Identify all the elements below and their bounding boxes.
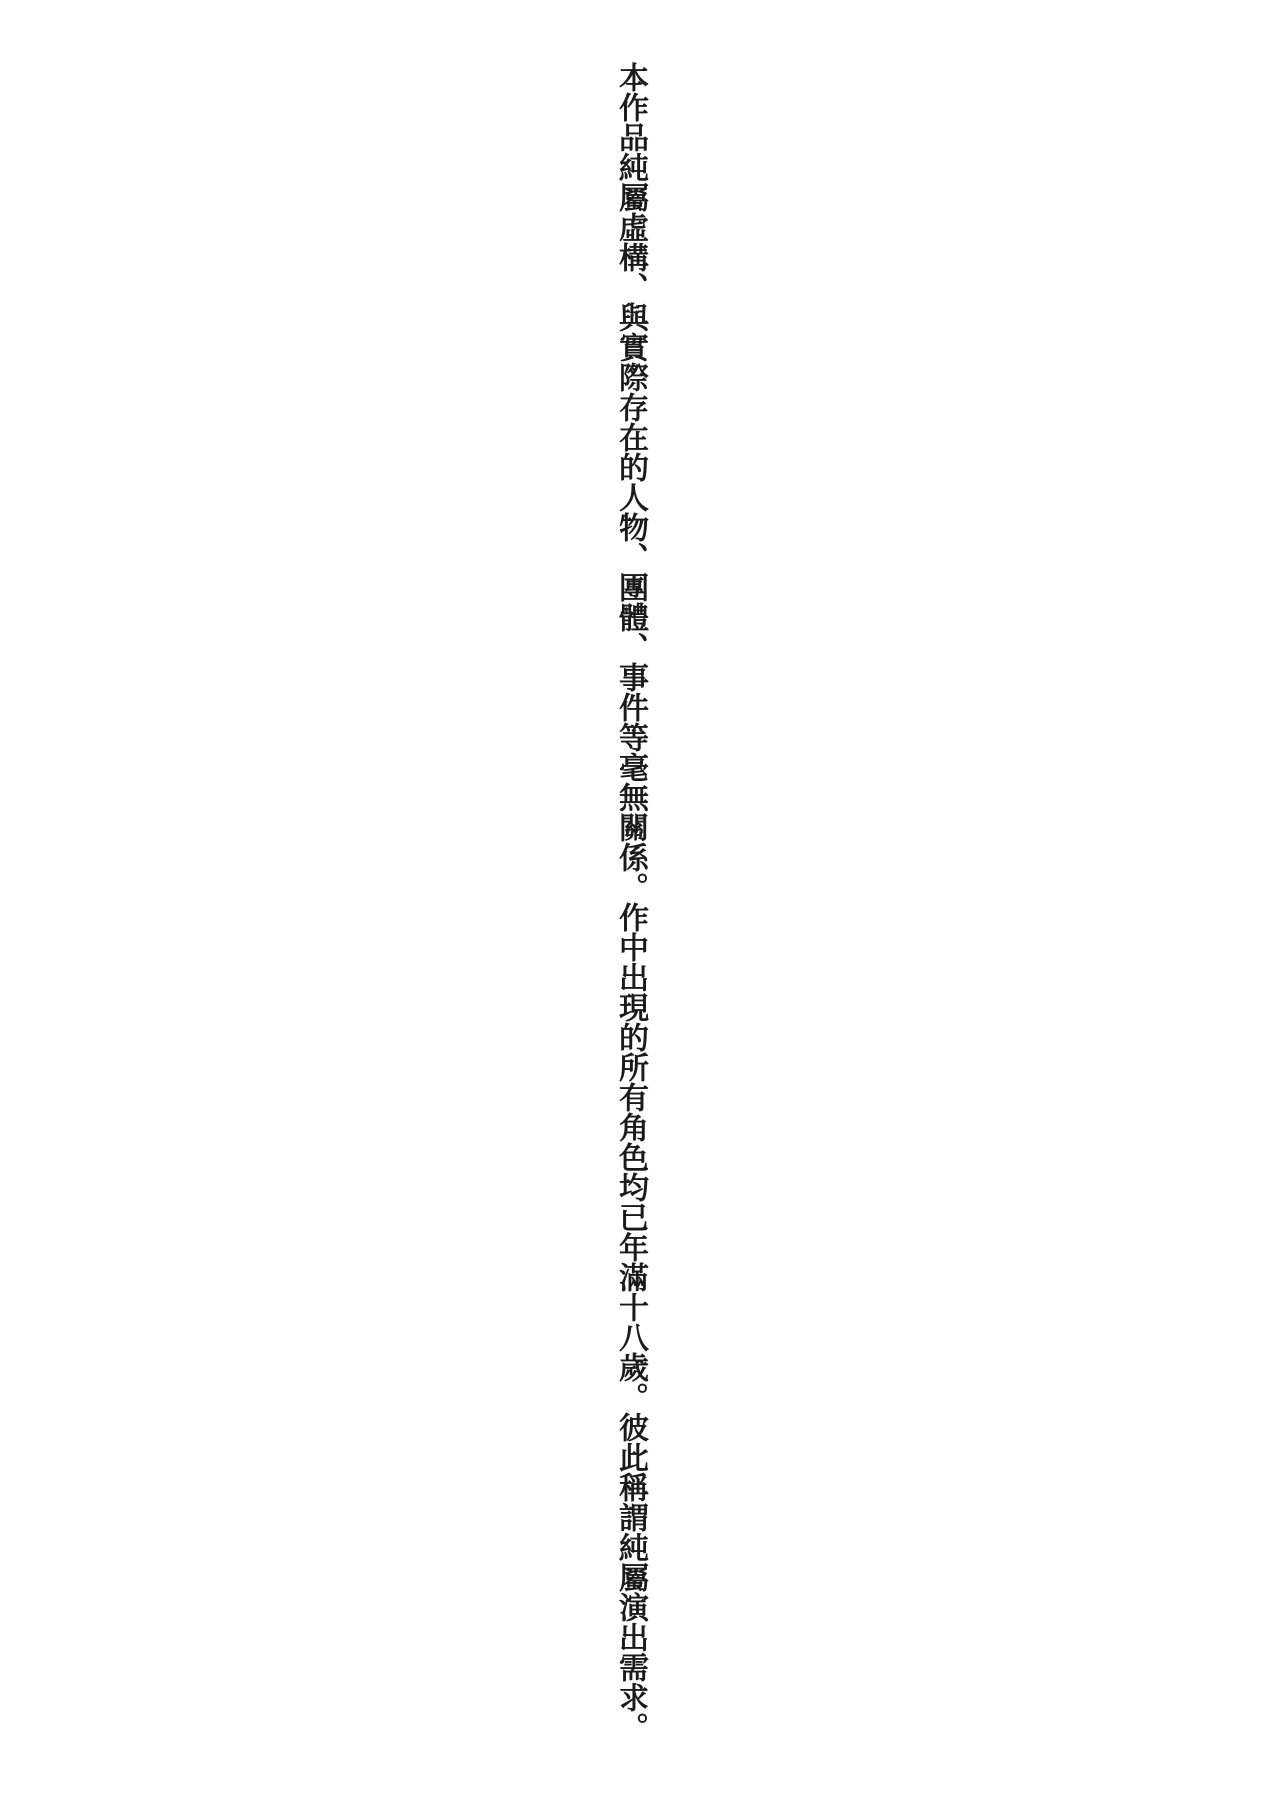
- disclaimer-text: 本作品純屬虛構、與實際存在的人物、團體、事件等毫無關係。作中出現的所有角色均已年滿十八歲。彼此稱謂純屬演出需求。: [614, 62, 647, 1742]
